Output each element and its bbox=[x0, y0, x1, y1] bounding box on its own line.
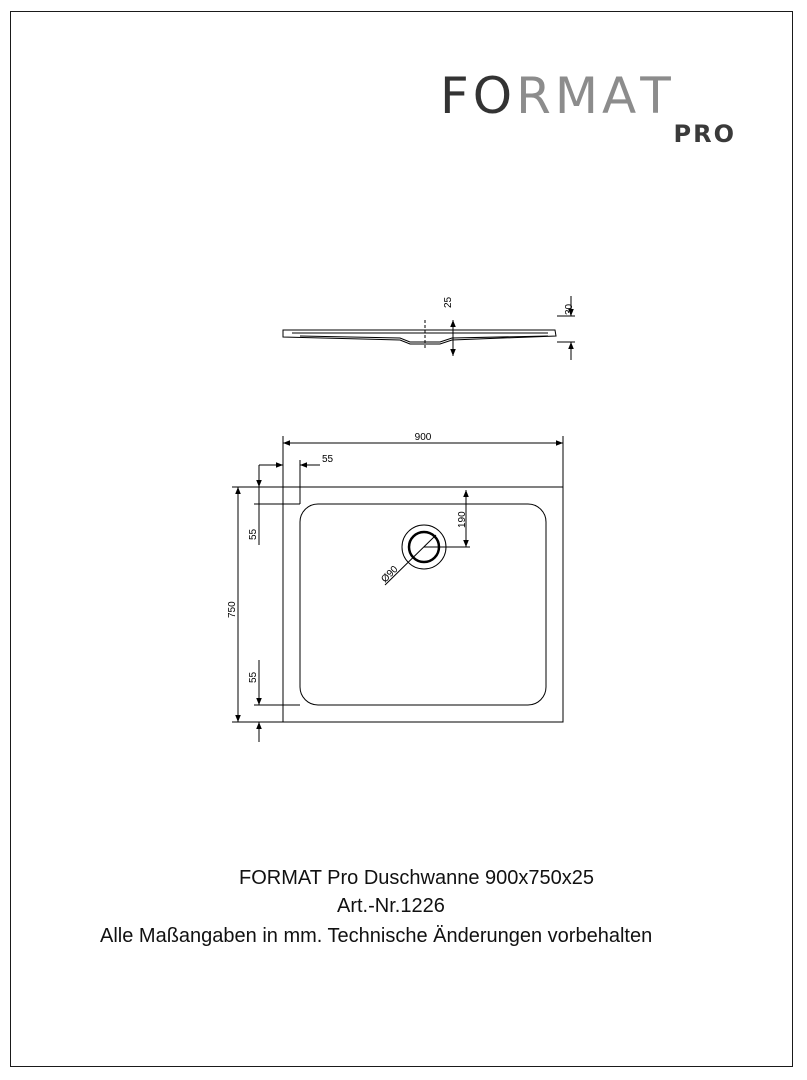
logo-letter: R bbox=[516, 67, 555, 125]
dim-rim-top-label: 55 bbox=[248, 528, 259, 540]
logo-letter: O bbox=[472, 67, 517, 125]
dim-width-label: 900 bbox=[414, 432, 432, 443]
top-view bbox=[232, 436, 563, 742]
tray-outer-rim bbox=[283, 487, 563, 722]
dim-drain-offset-label: 190 bbox=[457, 511, 468, 528]
dim-height-label: 25 bbox=[443, 296, 454, 308]
logo-letter: T bbox=[640, 67, 675, 125]
logo-letter: F bbox=[440, 67, 473, 125]
dim-rim-label: 55 bbox=[322, 454, 334, 465]
dim-rim-bottom-label: 55 bbox=[248, 671, 259, 683]
caption-article-number: Art.-Nr.1226 bbox=[337, 895, 445, 917]
logo-letter: A bbox=[602, 67, 641, 125]
logo-letter: M bbox=[554, 67, 603, 125]
dim-edge-label: 30 bbox=[564, 303, 575, 315]
caption-disclaimer: Alle Maßangaben in mm. Technische Änderungen vorbehalten bbox=[100, 925, 653, 947]
side-view bbox=[283, 296, 575, 360]
caption-product: FORMAT Pro Duschwanne 900x750x25 bbox=[239, 867, 594, 889]
dim-drain-diameter-label: Ø90 bbox=[379, 563, 401, 586]
logo-subtitle: PRO bbox=[673, 120, 736, 148]
tray-basin bbox=[300, 504, 546, 705]
dim-depth-label: 750 bbox=[227, 601, 238, 618]
